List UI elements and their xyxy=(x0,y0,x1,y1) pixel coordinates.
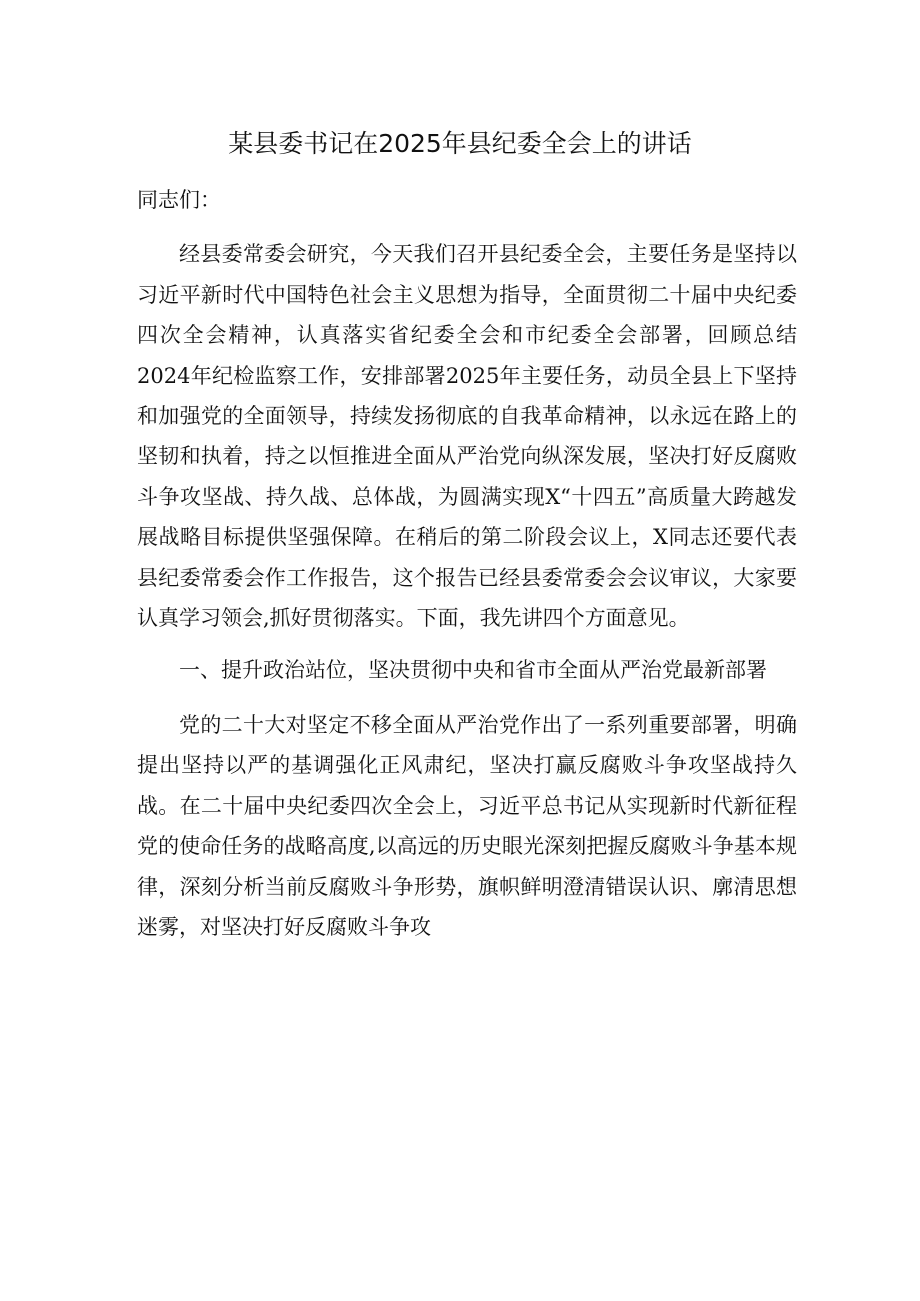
salutation: 同志们： xyxy=(137,188,221,212)
document-title: 某县委书记在2025年县纪委全会上的讲话 xyxy=(228,129,692,158)
document-body xyxy=(137,180,797,959)
section-heading-1: 一、提升政治站位，坚决贯彻中央和省市全面从严治党最新部署 xyxy=(179,658,767,683)
opening-paragraph: 经县委常委会研究，今天我们召开县纪委全会，主要任务是坚持以习近平新时代中国特色社会主义思想为指导，全面贯彻二十届中央纪委四次全会精神，认真落实省纪委全会和市纪委全会部署，回顾总结2024年纪检监察工作，安排部署2025年主要任务，动员全县上下坚持和加强党的全面领导，持续发扬彻底的自我革命精神，以永远在路上的坚韧和执着，持之以恒推进全面从严治党向纵深发展，坚决打好反腐败斗争攻坚战、持久战、总体战，为圆满实现X“十四五”高质量大跨越发展战略目标提供坚强保障。在稍后的第二阶段会议上，X同志还要代表县纪委常委会作工作报告，这个报告已经县委常委会会议审议，大家要认真学习领会,抓好贯彻落实。下面，我先讲四个方面意见。 xyxy=(137,242,797,631)
section-1-paragraph: 党的二十大对坚定不移全面从严治党作出了一系列重要部署，明确提出坚持以严的基调强化正风肃纪，坚决打赢反腐败斗争攻坚战持久战。在二十届中央纪委四次全会上，习近平总书记从实现新时代新征程党的使命任务的战略高度,以高远的历史眼光深刻把握反腐败斗争基本规律，深刻分析当前反腐败斗争形势，旗帜鲜明澄清错误认识、廓清思想迷雾，对坚决打好反腐败斗争攻 xyxy=(137,712,797,939)
